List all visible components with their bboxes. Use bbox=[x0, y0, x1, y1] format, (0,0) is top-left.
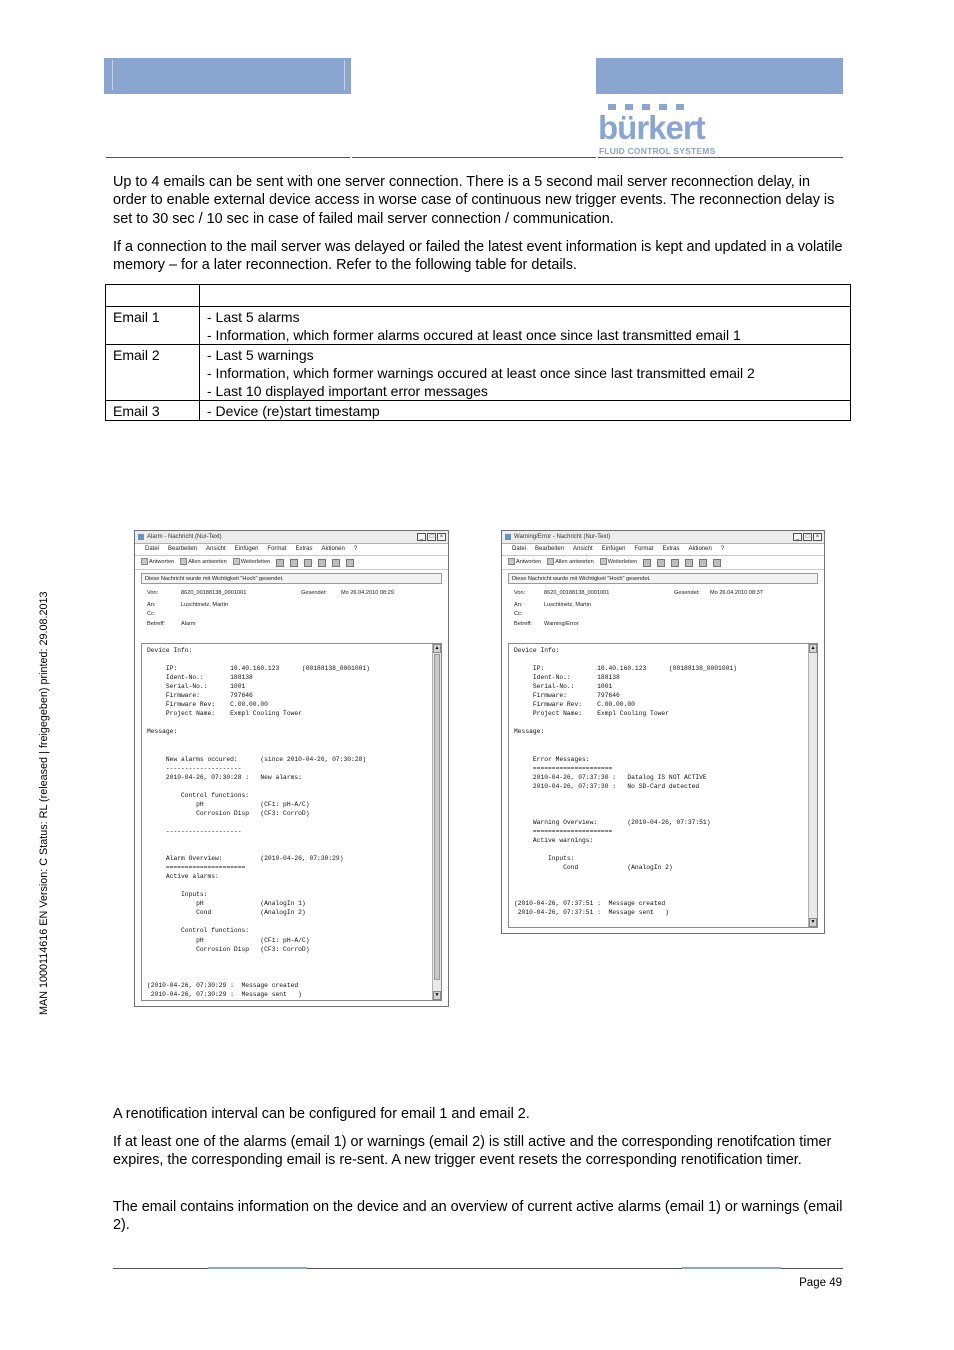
logo-subtitle: FLUID CONTROL SYSTEMS bbox=[599, 146, 716, 156]
from-label: Von: bbox=[514, 590, 526, 596]
alarm-email-screenshot bbox=[134, 530, 449, 1007]
reply-button[interactable]: Antworten bbox=[141, 556, 174, 569]
table-cell-email-content bbox=[200, 345, 851, 401]
delete-icon[interactable] bbox=[699, 559, 707, 567]
maximize-icon[interactable]: □ bbox=[803, 533, 812, 541]
paragraph-renotification-timer: If at least one of the alarms (email 1) or warnings (email 2) is still active and the corresponding renotifcation timer expires, the corresponding email is re-sent. A new trigger event resets the corresponding renotification timer. bbox=[113, 1134, 832, 1169]
content-line: - Last 5 warnings bbox=[207, 347, 314, 363]
print-icon[interactable] bbox=[276, 559, 284, 567]
table-cell-email-name: Email 3 bbox=[106, 401, 200, 421]
maximize-icon[interactable]: □ bbox=[427, 533, 436, 541]
table-row bbox=[106, 345, 851, 401]
burkert-logo bbox=[598, 104, 716, 156]
menu-bar bbox=[135, 544, 448, 555]
menu-item-bearbeiten[interactable]: Bearbeiten bbox=[535, 546, 565, 552]
logo-text: bürkert bbox=[598, 109, 705, 146]
paragraph-renotification: A renotification interval can be configured for email 1 and email 2. bbox=[113, 1106, 530, 1122]
message-body[interactable] bbox=[141, 643, 442, 1001]
menu-bar bbox=[502, 544, 824, 555]
mail-icon bbox=[505, 534, 511, 540]
menu-item-extras[interactable]: Extras bbox=[295, 546, 313, 552]
reply-all-icon bbox=[547, 558, 554, 565]
help-icon[interactable] bbox=[346, 559, 354, 567]
window-title: Warning/Error - Nachricht (Nur-Text) bbox=[514, 534, 611, 540]
menu-item-ansicht[interactable]: Ansicht bbox=[573, 546, 593, 552]
scroll-up-icon[interactable]: ▲ bbox=[810, 645, 816, 651]
content-line: - Information, which former alarms occured at least once since last transmitted email 1 bbox=[207, 327, 741, 343]
scroll-thumb[interactable] bbox=[434, 654, 440, 980]
menu-item-einfuegen[interactable]: Einfügen bbox=[601, 546, 626, 552]
importance-info-bar: Diese Nachricht wurde mit Wichtigkeit "Hoch" gesendet. bbox=[508, 573, 818, 584]
flag-icon[interactable] bbox=[318, 559, 326, 567]
forward-icon bbox=[233, 558, 240, 565]
move-icon[interactable] bbox=[671, 559, 679, 567]
mail-icon bbox=[138, 534, 144, 540]
header-bar-right bbox=[596, 58, 843, 94]
content-line: - Last 10 displayed important error messages bbox=[207, 383, 488, 399]
menu-item-aktionen[interactable]: Aktionen bbox=[688, 546, 712, 552]
move-icon[interactable] bbox=[304, 559, 312, 567]
subject-label: Betreff: bbox=[147, 621, 165, 627]
subject-value: Alarm bbox=[181, 621, 196, 627]
sent-label: Gesendet: bbox=[674, 590, 700, 596]
table-cell-email-name: Email 1 bbox=[106, 307, 200, 345]
sent-value: Mo 26.04.2010 08:29 bbox=[341, 590, 394, 596]
header-rule bbox=[352, 157, 596, 158]
message-body-text: Device Info: IP: 10.40.160.123 (00188138_0001001) Ident-No.: 188138 Serial-No.: 1001 Firmware: 797646 Firmware Rev: C.00.00.00 Project Name: Exmpl Cooling Tower Message: New alarms occured: (since 2010-04-26, 07:30:28) -------------------- 2010-04-26, 07:30:28 : New alarms: Control functions: pH (CF1: pH-A/C) Corrosion Disp (CF3: CorroD) -------------------- Alarm Overview: (2010-04-26, 07:30:29) ===================== Active alarms: Inputs: pH (AnalogIn 1) Cond (AnalogIn 2) Control functions: pH (CF1: pH-A/C) Corrosion Disp (CF3: CorroD) (2010-04-26, 07:30:29 : Message created 2010-04-26, 07:30:29 : Message sent ) bbox=[147, 647, 370, 998]
from-value: 8620_00188138_0001001 bbox=[181, 590, 247, 596]
email-content-table bbox=[105, 284, 851, 421]
table-header-cell bbox=[200, 285, 851, 307]
sent-label: Gesendet: bbox=[301, 590, 327, 596]
table-cell-email-content bbox=[200, 307, 851, 345]
message-headers bbox=[508, 584, 818, 634]
header-rule bbox=[598, 157, 843, 158]
scroll-down-icon[interactable]: ▼ bbox=[434, 992, 440, 998]
reply-all-button[interactable]: Allen antworten bbox=[180, 556, 227, 569]
print-icon[interactable] bbox=[643, 559, 651, 567]
vertical-scrollbar[interactable] bbox=[808, 644, 817, 927]
reply-all-button[interactable]: Allen antworten bbox=[547, 556, 594, 569]
paragraph-reconnect-delay: Up to 4 emails can be sent with one server connection. There is a 5 second mail server reconnection delay, in order to enable external device access in worse case of continuous new trigger events. The reconnection delay is set to 30 sec / 10 sec in case of failed mail server connection / communication. bbox=[113, 174, 835, 227]
menu-item-aktionen[interactable]: Aktionen bbox=[321, 546, 345, 552]
delete-icon[interactable] bbox=[332, 559, 340, 567]
table-header-row bbox=[106, 285, 851, 307]
menu-item-help[interactable]: ? bbox=[353, 546, 358, 552]
paragraph-email-contents: The email contains information on the device and an overview of current active alarms (email 1) or warnings (email 2). bbox=[113, 1199, 843, 1234]
footer-accent-left bbox=[208, 1267, 307, 1269]
sent-value: Mo 26.04.2010 08:37 bbox=[710, 590, 763, 596]
message-body-text: Device Info: IP: 10.40.160.123 (00188138_0001001) Ident-No.: 188138 Serial-No.: 1001 Firmware: 797646 Firmware Rev: C.00.00.00 Project Name: Exmpl Cooling Tower Message: Error Messages: ===================== 2010-04-26, 07:37:30 : Datalog IS NOT ACTIVE 2010-04-26, 07:37:30 : No SD-Card detected Warning Overview: (2010-04-26, 07:37:51) ===================== Active warnings: Inputs: Cond (AnalogIn 2) (2010-04-26, 07:37:51 : Message created 2010-04-26, 07:37:51 : Message sent ) bbox=[514, 647, 737, 917]
to-label: An: bbox=[147, 602, 156, 608]
importance-info-bar: Diese Nachricht wurde mit Wichtigkeit "Hoch" gesendet. bbox=[141, 573, 442, 584]
toolbar bbox=[135, 555, 448, 570]
menu-item-format[interactable]: Format bbox=[634, 546, 654, 552]
page-number: Page 49 bbox=[799, 1277, 842, 1289]
scroll-down-icon[interactable]: ▼ bbox=[810, 919, 816, 925]
minimize-icon[interactable]: _ bbox=[793, 533, 802, 541]
reply-all-icon bbox=[180, 558, 187, 565]
header-bar-left bbox=[104, 58, 351, 94]
close-icon[interactable]: × bbox=[813, 533, 822, 541]
flag-icon[interactable] bbox=[685, 559, 693, 567]
cc-label: Cc: bbox=[514, 611, 523, 617]
to-value: Luschtinetz, Martin bbox=[544, 602, 591, 608]
table-row bbox=[106, 307, 851, 345]
copy-icon[interactable] bbox=[657, 559, 665, 567]
reply-button[interactable]: Antworten bbox=[508, 556, 541, 569]
message-body[interactable] bbox=[508, 643, 818, 928]
header-rule bbox=[106, 157, 350, 158]
window-titlebar bbox=[502, 531, 824, 544]
table-cell-email-name: Email 2 bbox=[106, 345, 200, 401]
menu-item-datei[interactable]: Datei bbox=[512, 546, 527, 552]
close-icon[interactable]: × bbox=[437, 533, 446, 541]
from-value: 8620_00188138_0001001 bbox=[544, 590, 610, 596]
document-side-info: MAN 1000114616 EN Version: C Status: RL (released | freigegeben) printed: 29.08.2013 bbox=[38, 591, 50, 1015]
content-line: - Last 5 alarms bbox=[207, 309, 300, 325]
vertical-scrollbar[interactable] bbox=[432, 644, 441, 1000]
forward-icon bbox=[600, 558, 607, 565]
to-label: An: bbox=[514, 602, 523, 608]
table-header-cell bbox=[106, 285, 200, 307]
from-label: Von: bbox=[147, 590, 159, 596]
window-title: Alarm - Nachricht (Nur-Text) bbox=[147, 534, 222, 540]
forward-button[interactable]: Weiterleiten bbox=[600, 556, 637, 569]
table-cell-email-content bbox=[200, 401, 851, 421]
scroll-up-icon[interactable]: ▲ bbox=[434, 645, 440, 651]
footer-accent-right bbox=[682, 1267, 781, 1269]
subject-label: Betreff: bbox=[514, 621, 532, 627]
menu-item-datei[interactable]: Datei bbox=[145, 546, 160, 552]
help-icon[interactable] bbox=[713, 559, 721, 567]
copy-icon[interactable] bbox=[290, 559, 298, 567]
menu-item-bearbeiten[interactable]: Bearbeiten bbox=[168, 546, 198, 552]
content-line: - Information, which former warnings occured at least once since last transmitted email 2 bbox=[207, 365, 755, 381]
menu-item-help[interactable]: ? bbox=[720, 546, 725, 552]
reply-icon bbox=[141, 558, 148, 565]
toolbar bbox=[502, 555, 824, 570]
menu-item-einfuegen[interactable]: Einfügen bbox=[234, 546, 259, 552]
menu-item-extras[interactable]: Extras bbox=[662, 546, 680, 552]
window-titlebar bbox=[135, 531, 448, 544]
content-line: - Device (re)start timestamp bbox=[207, 403, 380, 419]
paragraph-volatile-memory: If a connection to the mail server was delayed or failed the latest event information is kept and updated in a volatile memory – for a later reconnection. Refer to the following table for details. bbox=[113, 239, 843, 274]
message-headers bbox=[141, 584, 442, 634]
cc-label: Cc: bbox=[147, 611, 156, 617]
minimize-icon[interactable]: _ bbox=[417, 533, 426, 541]
table-row bbox=[106, 401, 851, 421]
menu-item-ansicht[interactable]: Ansicht bbox=[206, 546, 226, 552]
reply-icon bbox=[508, 558, 515, 565]
to-value: Luschtinetz, Martin bbox=[181, 602, 228, 608]
warning-email-screenshot bbox=[501, 530, 825, 934]
forward-button[interactable]: Weiterleiten bbox=[233, 556, 270, 569]
subject-value: Warning/Error bbox=[544, 621, 579, 627]
menu-item-format[interactable]: Format bbox=[267, 546, 287, 552]
